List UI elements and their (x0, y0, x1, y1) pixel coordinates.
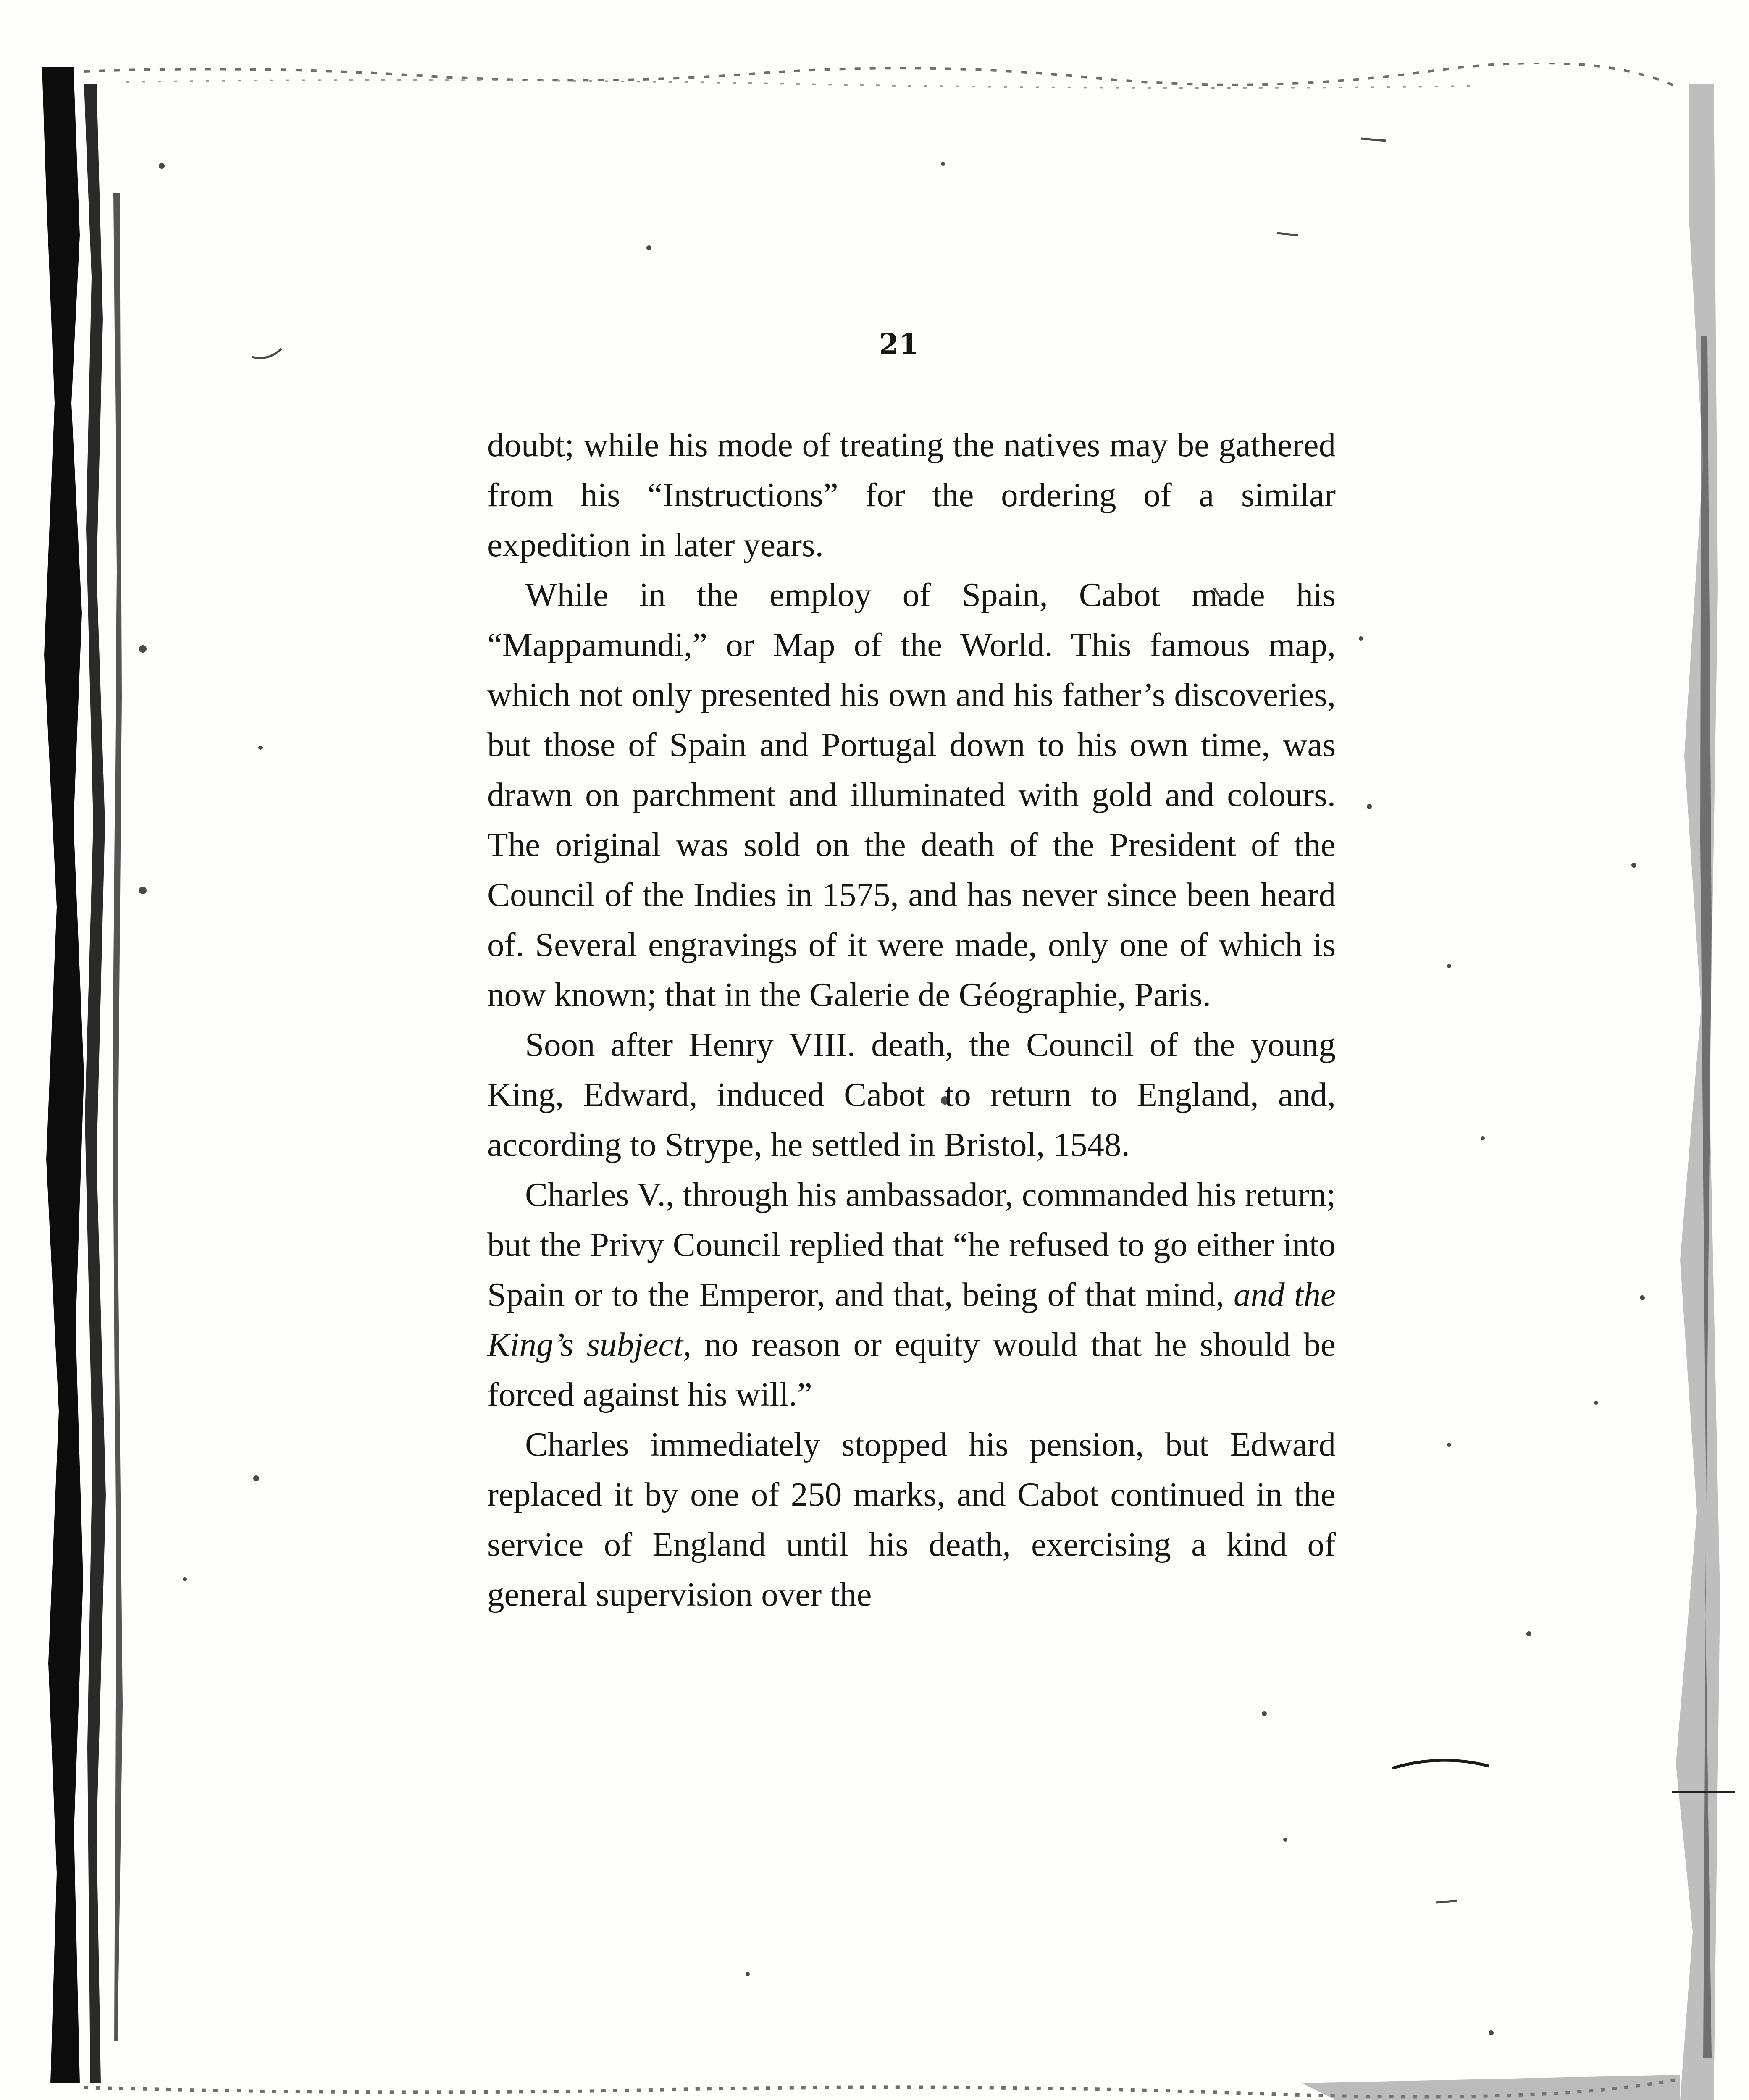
paragraph-2: While in the employ of Spain, Cabot made his “Mappamundi,” or Map of the World. This famous map, which not only presented his own and his father’s discoveries, but those of Spain and Portugal down to his own time, was drawn on parchment and illuminated with gold and colours. The original was sold on the death of the President of the Council of the Indies in 1575, and has never since been heard of. Several engravings of it were made, only one of which is now known; that in the Galerie de Géographie, Paris. (487, 576, 1336, 1013)
margin-rule-line (1672, 1791, 1735, 1793)
paragraph-3: Soon after Henry VIII. death, the Council of the young King, Edward, induced Cabot to return to England, and, according to Strype, he settled in Bristol, 1548. (487, 1026, 1336, 1163)
body-text (487, 420, 1336, 1620)
paragraph-4-tail: no reason or equity would that he should be forced against his will.” (487, 1326, 1336, 1413)
paragraph-5: Charles immediately stopped his pension, but Edward replaced it by one of 250 marks, and Cabot continued in the service of England until his death, exercising a kind of general supervision over the (487, 1425, 1336, 1613)
paragraph-4 (487, 1170, 1336, 1420)
paragraph-4-italic: and the King’s subject, (487, 1276, 1336, 1363)
page-number: 21 (879, 328, 919, 361)
paragraph-1: doubt; while his mode of treating the natives may be gathered from his “Instructions” for the ordering of a similar expedition in later years. (487, 426, 1336, 564)
paragraph-4-text: Charles V., through his ambassador, commanded his return; but the Privy Council replied that “he refused to go either into Spain or to the Emperor, and that, being of that mind, (487, 1176, 1336, 1313)
ink-stroke-mark (1390, 1756, 1491, 1772)
